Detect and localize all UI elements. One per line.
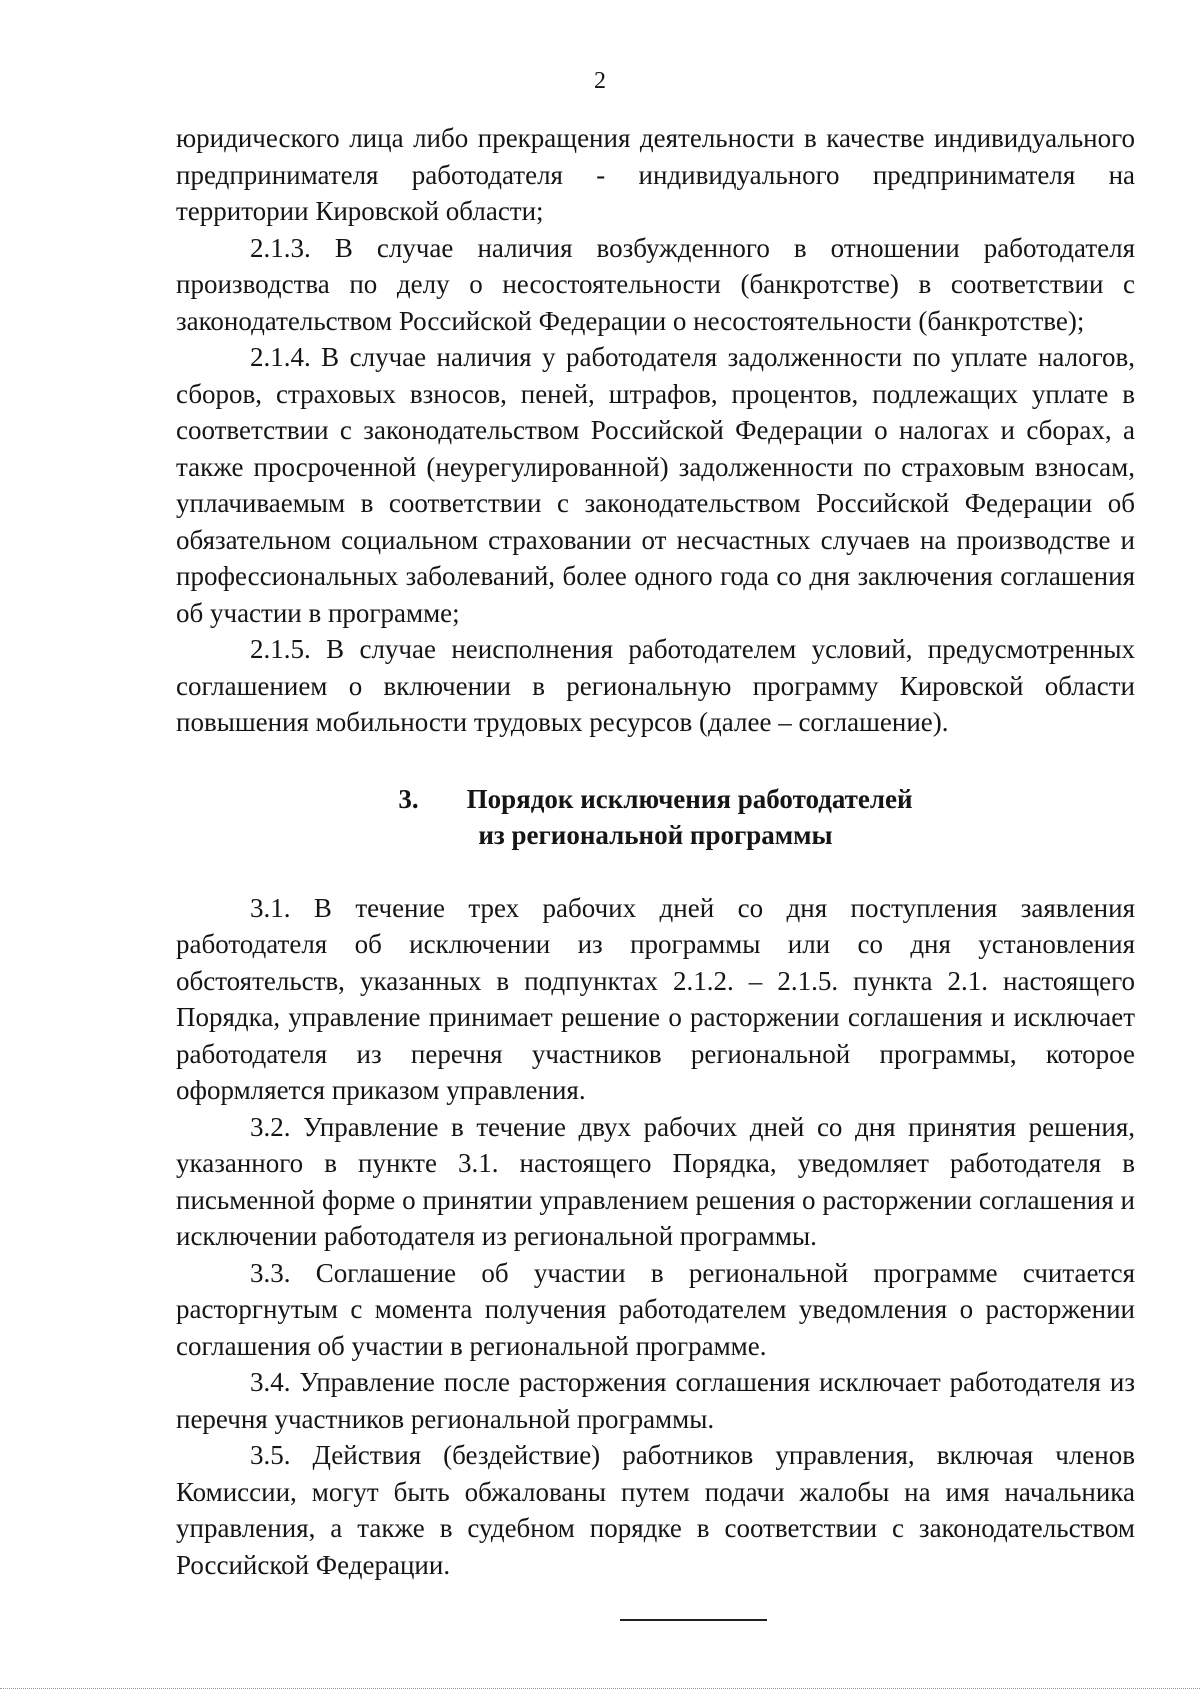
section-number: 3. <box>398 783 419 814</box>
section-heading <box>176 781 1135 854</box>
paragraph-3-5: 3.5. Действия (бездействие) работников управления, включая членов Комиссии, могут быть обжалованы путем подачи жалобы на имя начальника управления, а также в судебном порядке в соответствии с законодательством Российской Федерации. <box>176 1440 1135 1580</box>
paragraph-2-1-4: 2.1.4. В случае наличия у работодателя задолженности по уплате налогов, сборов, страховых взносов, пеней, штрафов, процентов, подлежащих уплате в соответствии с законодательством Российской Федерации о налогах и сборах, а также просроченной (неурегулированной) задолженности по страховым взносам, уплачиваемым в соответствии с законодательством Российской Федерации об обязательном социальном страховании от несчастных случаев на производстве и профессиональных заболеваний, более одного года со дня заключения соглашения об участии в программе; <box>176 342 1135 628</box>
paragraph-2-1-3: 2.1.3. В случае наличия возбужденного в отношении работодателя производства по делу о несостоятельности (банкротстве) в соответствии с законодательством Российской Федерации о несостоятельности (банкротстве); <box>176 232 1135 336</box>
document-body <box>176 120 1135 1583</box>
paragraph-2-1-5: 2.1.5. В случае неисполнения работодателем условий, предусмотренных соглашением о включении в региональную программу Кировской области повышения мобильности трудовых ресурсов (далее – соглашение). <box>176 634 1135 737</box>
page-number: 2 <box>594 68 606 94</box>
end-of-document-rule <box>620 1619 767 1621</box>
paragraph-3-3: 3.3. Соглашение об участии в региональной программе считается расторгнутым с момента получения работодателем уведомления о расторжении соглашения об участии в региональной программе. <box>176 1257 1135 1361</box>
scan-edge-line <box>0 1688 1200 1689</box>
paragraph-3-4: 3.4. Управление после расторжения соглашения исключает работодателя из перечня участников региональной программы. <box>176 1367 1135 1434</box>
paragraph-3-1: 3.1. В течение трех рабочих дней со дня поступления заявления работодателя об исключении из программы или со дня установления обстоятельств, указанных в подпунктах 2.1.2. – 2.1.5. пункта 2.1. настоящего Порядка, управление принимает решение о расторжении соглашения и исключает работодателя из перечня участников региональной программы, которое оформляется приказом управления. <box>176 892 1135 1105</box>
paragraph-continuation: юридического лица либо прекращения деятельности в качестве индивидуального предпринимателя работодателя - индивидуального предпринимателя на территории Кировской области; <box>176 123 1135 226</box>
paragraph-3-2: 3.2. Управление в течение двух рабочих дней со дня принятия решения, указанного в пункте 3.1. настоящего Порядка, уведомляет работодателя в письменной форме о принятии управлением решения о расторжении соглашения и исключении работодателя из региональной программы. <box>176 1111 1135 1251</box>
section-title-line-2: из региональной программы <box>478 820 833 850</box>
section-title-line-1: Порядок исключения работодателей <box>466 783 913 814</box>
section-heading-line-1 <box>176 781 1135 818</box>
